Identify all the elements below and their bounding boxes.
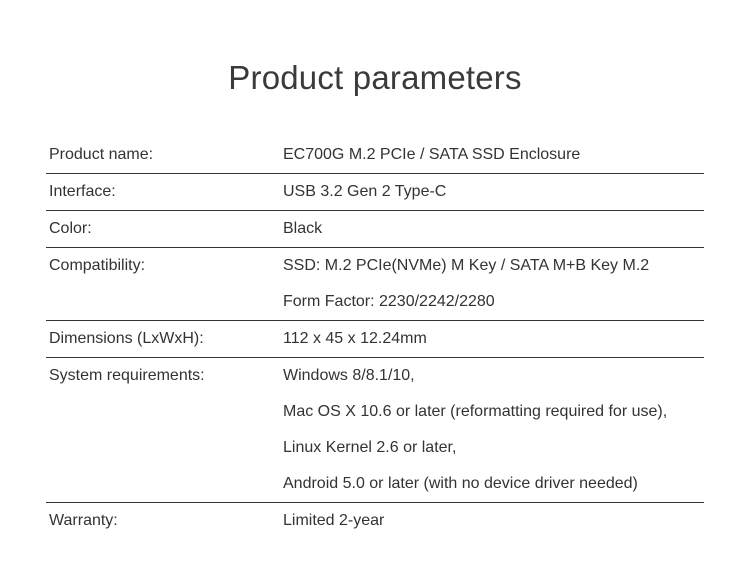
param-value: SSD: M.2 PCIe(NVMe) M Key / SATA M+B Key M.2	[283, 257, 650, 274]
param-value: Mac OS X 10.6 or later (reformatting required for use),	[283, 403, 668, 420]
param-row-system-requirements	[46, 358, 704, 503]
param-value: Android 5.0 or later (with no device driver needed)	[283, 475, 638, 492]
param-row-product-name	[46, 137, 704, 174]
param-value: EC700G M.2 PCIe / SATA SSD Enclosure	[283, 146, 581, 163]
param-value: Limited 2-year	[283, 512, 385, 529]
param-values	[283, 248, 704, 320]
param-value: Linux Kernel 2.6 or later,	[283, 439, 457, 456]
param-row-compatibility	[46, 248, 704, 321]
param-row-warranty	[46, 503, 704, 539]
param-value: Windows 8/8.1/10,	[283, 367, 415, 384]
param-label: Dimensions (LxWxH):	[49, 330, 204, 347]
param-label: Warranty:	[49, 512, 118, 529]
param-values	[283, 174, 704, 210]
param-label: Product name:	[49, 146, 154, 163]
param-label: Compatibility:	[49, 257, 146, 274]
param-row-interface	[46, 174, 704, 211]
parameters-table	[46, 137, 704, 539]
param-row-color	[46, 211, 704, 248]
param-values	[283, 358, 704, 502]
param-label: Color:	[49, 220, 92, 237]
param-row-dimensions	[46, 321, 704, 358]
param-label: Interface:	[49, 183, 116, 200]
param-values	[283, 321, 704, 357]
param-values	[283, 137, 704, 173]
param-values	[283, 503, 704, 539]
param-value: Black	[283, 220, 323, 237]
param-value: USB 3.2 Gen 2 Type-C	[283, 183, 447, 200]
param-label: System requirements:	[49, 367, 205, 384]
page-title: Product parameters	[228, 59, 522, 96]
param-value: Form Factor: 2230/2242/2280	[283, 293, 495, 310]
param-values	[283, 211, 704, 247]
param-value: 112 x 45 x 12.24mm	[283, 330, 427, 347]
